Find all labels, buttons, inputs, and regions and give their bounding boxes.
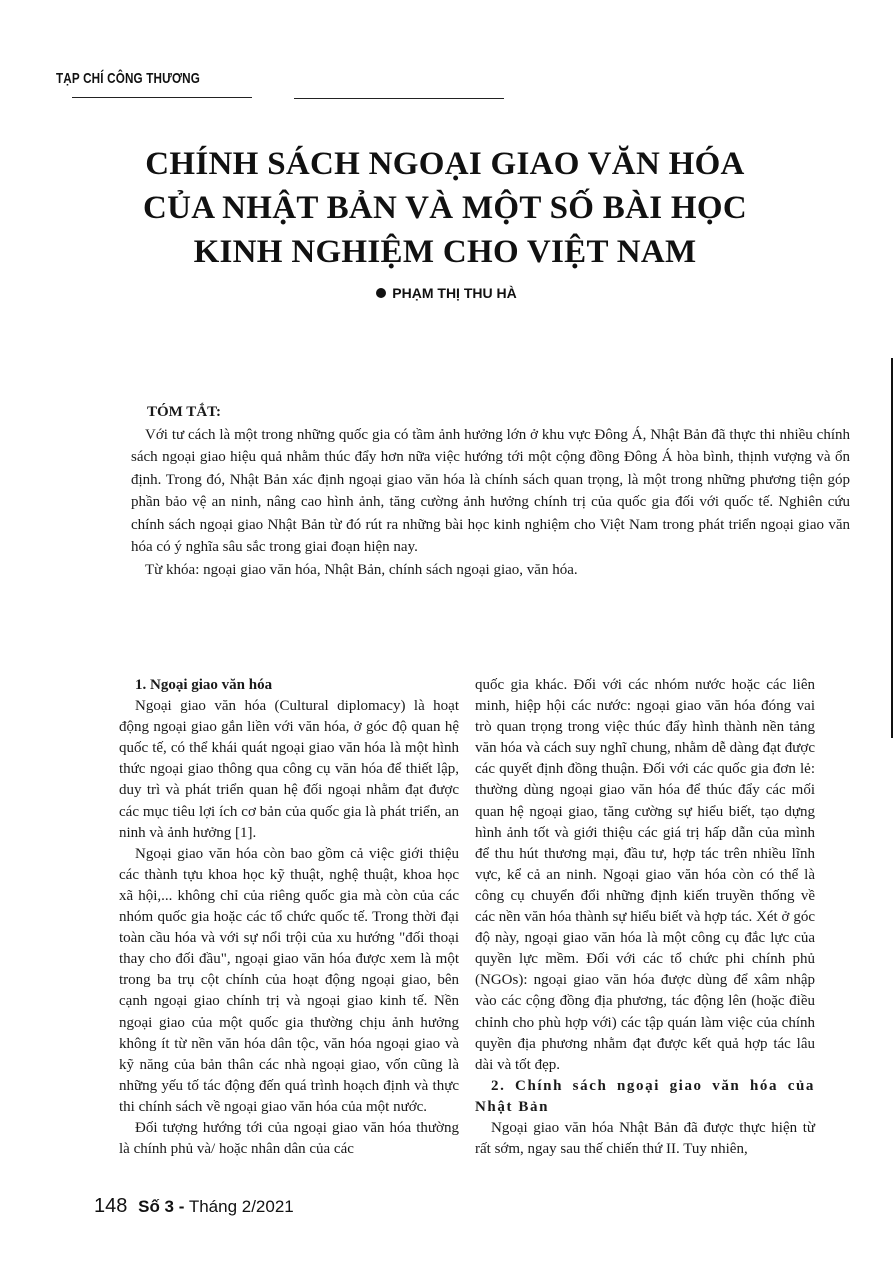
paragraph: Đối tượng hướng tới của ngoại giao văn hóa thường là chính phủ và/ hoặc nhân dân của các [119, 1119, 459, 1158]
article-title [100, 142, 790, 274]
abstract-keywords: Từ khóa: ngoại giao văn hóa, Nhật Bản, chính sách ngoại giao, văn hóa. [145, 561, 578, 578]
author-name: PHẠM THỊ THU HÀ [392, 285, 517, 301]
issue-date: Tháng 2/2021 [188, 1197, 294, 1216]
header-rule-right [294, 98, 504, 99]
page-footer [94, 1195, 294, 1218]
journal-name: TẠP CHÍ CÔNG THƯƠNG [56, 70, 200, 87]
header-rule-left [72, 97, 252, 98]
section-heading: 2. Chính sách ngoại giao văn hóa của Nhật Bản [475, 1077, 815, 1115]
paragraph: Ngoại giao văn hóa Nhật Bản đã được thực hiện từ rất sớm, ngay sau thế chiến thứ II. Tuy nhiên, [475, 1119, 815, 1158]
paragraph: quốc gia khác. Đối với các nhóm nước hoặc các liên minh, hiệp hội các nước: ngoại giao văn hóa đóng vai trò quan trọng trong việc thúc đẩy hình thành nền tảng văn hóa và cách suy nghĩ chung, nhằm dễ dàng đạt được các quyết định đồng thuận. Đối với các quốc gia đơn lẻ: thường dùng ngoại giao văn hóa để thúc đẩy các mối quan hệ ngoại giao, tăng cường sự hiểu biết, tạo dựng hình ảnh tốt và giới thiệu các giá trị hấp dẫn của mình để thu hút thương mại, đầu tư, hợp tác trên nhiều lĩnh vực, kể cả an ninh. Ngoại giao văn hóa còn có thể là công cụ chuyển đổi những định kiến truyền thống về các nền văn hóa thành sự hiểu biết và hợp tác. Xét ở góc độ này, ngoại giao văn hóa là một công cụ đắc lực của quyền lực mềm. Đối với các tổ chức phi chính phủ (NGOs): ngoại giao văn hóa được dùng để xâm nhập vào các cộng đồng địa phương, tác động lên (hoặc điều chỉnh cho phù hợp với) các tập quán làm việc của chính quyền địa phương nhằm đạt được kết quả hợp tác lâu dài và tốt đẹp. [475, 677, 815, 1073]
abstract [131, 401, 850, 581]
abstract-heading: TÓM TẮT: [147, 404, 222, 420]
bullet-icon [376, 288, 386, 298]
right-column [475, 675, 815, 1160]
paragraph: Ngoại giao văn hóa còn bao gồm cả việc giới thiệu các thành tựu khoa học kỹ thuật, nghệ thuật, khoa học xã hội,... không chỉ của riêng quốc gia mà còn của các nhóm quốc gia hoặc các tổ chức quốc tế. Trong thời đại toàn cầu hóa và với sự nổi trội của xu hướng "đối thoại thay cho đối đầu", ngoại giao văn hóa được xem là một trong ba trụ cột chính của hoạt động ngoại giao, bên cạnh ngoại giao chính trị và ngoại giao kinh tế. Nền ngoại giao của một quốc gia thường chịu ảnh hưởng không ít từ nền văn hóa dân tộc, văn hóa ngoại giao và kỹ năng của bản thân các nhà ngoại giao, vốn cũng là những yếu tố tác động đến quá trình hoạch định và thực thi chính sách về ngoại giao văn hóa của một nước. [119, 845, 459, 1115]
issue-number: Số 3 - [138, 1197, 185, 1216]
title-line: CỦA NHẬT BẢN VÀ MỘT SỐ BÀI HỌC [142, 190, 747, 226]
abstract-body: Với tư cách là một trong những quốc gia có tầm ảnh hưởng lớn ở khu vực Đông Á, Nhật Bản đã thực thi nhiều chính sách ngoại giao hiệu quả nhằm thúc đẩy hơn nữa việc hướng tới một cộng đồng Đông Á hòa bình, thịnh vượng và ổn định. Trong đó, Nhật Bản xác định ngoại giao văn hóa là chính sách quan trọng, là một trong những phương tiện góp phần bảo vệ an ninh, nâng cao hình ảnh, tăng cường ảnh hưởng chính trị của quốc gia đối với quốc tế. Nghiên cứu chính sách ngoại giao Nhật Bản từ đó rút ra những bài học kinh nghiệm cho Việt Nam trong phát triển ngoại giao văn hóa có ý nghĩa sâu sắc trong giai đoạn hiện nay. [131, 426, 850, 555]
author-line [0, 285, 893, 301]
section-heading: 1. Ngoại giao văn hóa [135, 677, 273, 693]
paragraph: Ngoại giao văn hóa (Cultural diplomacy) là hoạt động ngoại giao gắn liền với văn hóa, ở góc độ quan hệ quốc tế, có thể khái quát ngoại giao văn hóa là một hình thức ngoại giao thông qua công cụ văn hóa để thiết lập, duy trì và phát triển quan hệ đối ngoại nhằm đạt được các mục tiêu lợi ích cơ bản của quốc gia là phát triển, an ninh và ảnh hưởng [1]. [119, 698, 459, 841]
title-line: KINH NGHIỆM CHO VIỆT NAM [193, 234, 697, 270]
left-column [119, 675, 459, 1160]
page-number: 148 [94, 1195, 128, 1217]
title-line: CHÍNH SÁCH NGOẠI GIAO VĂN HÓA [145, 146, 745, 182]
